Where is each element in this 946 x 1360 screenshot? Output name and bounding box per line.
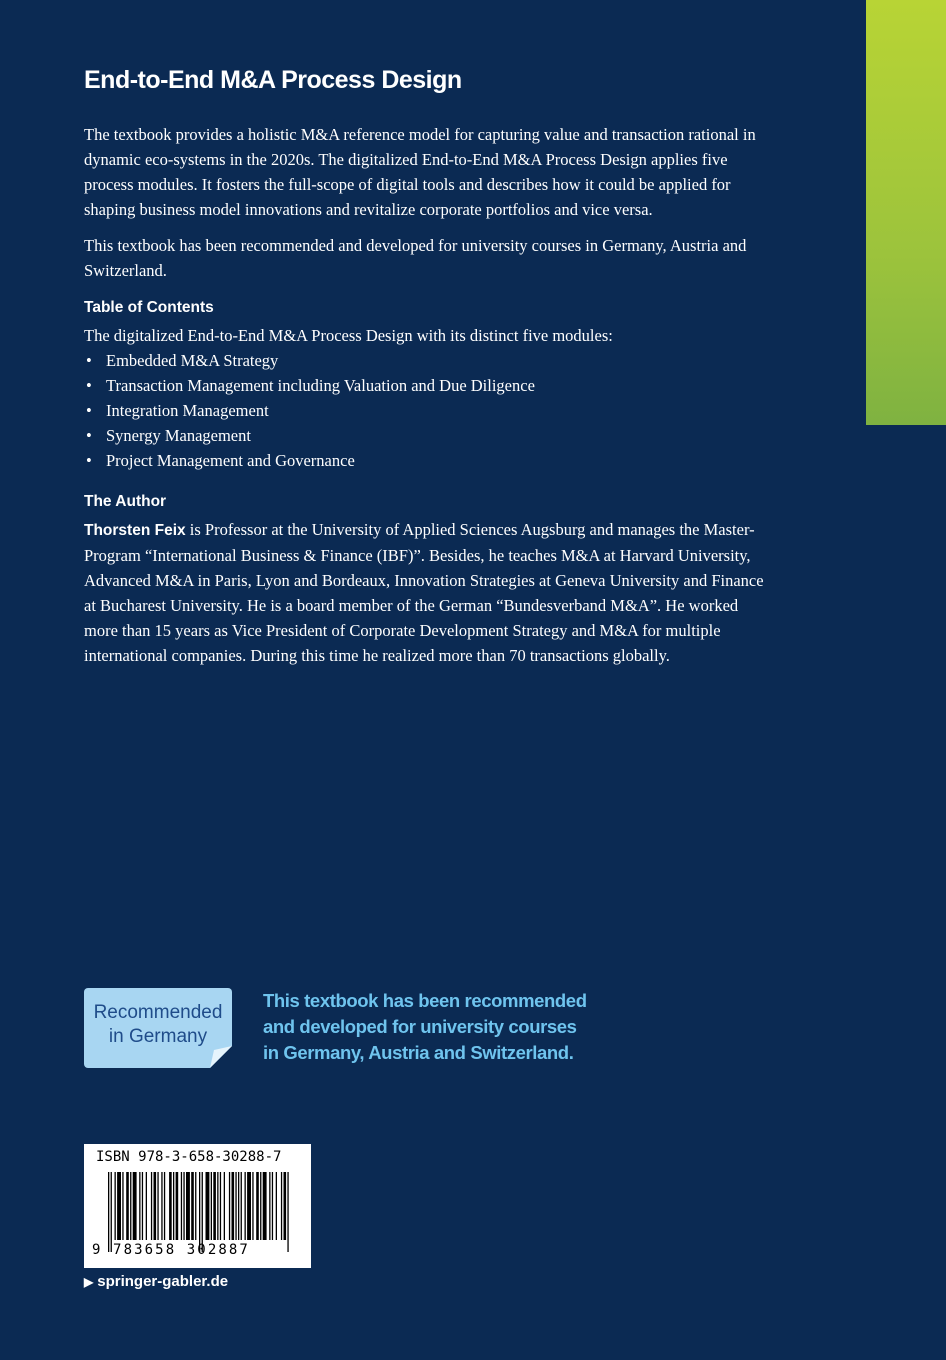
bullet-icon: • <box>86 451 92 470</box>
isbn-digits: 9 783658 302887 <box>92 1242 250 1258</box>
barcode-bar <box>220 1172 221 1240</box>
toc-list <box>84 348 774 473</box>
recommendation-paragraph: This textbook has been recommended and developed for university courses in Germany, Austria and Switzerland. <box>84 236 747 280</box>
barcode-bar <box>111 1172 112 1252</box>
badge-line-2: in Germany <box>108 1026 208 1047</box>
barcode-bar <box>173 1172 174 1240</box>
book-title: End-to-End M&A Process Design <box>84 66 462 94</box>
publisher-website[interactable]: ▶ springer-gabler.de <box>84 1273 229 1290</box>
barcode-bar <box>161 1172 162 1240</box>
barcode-bar <box>235 1172 236 1240</box>
barcode-bar <box>252 1172 253 1240</box>
isbn-barcode <box>84 1144 311 1268</box>
triangle-right-icon: ▶ <box>84 1275 94 1289</box>
barcode-bar <box>247 1172 251 1240</box>
barcode-bar <box>108 1172 109 1252</box>
barcode-bar <box>117 1172 121 1240</box>
barcode-bar <box>269 1172 270 1240</box>
author-name: Thorsten Feix <box>84 522 186 539</box>
bullet-icon: • <box>86 401 92 420</box>
barcode-bar <box>229 1172 230 1240</box>
recommended-badge <box>84 988 232 1068</box>
bullet-icon: • <box>86 351 92 370</box>
barcode-bar <box>224 1172 225 1240</box>
barcode-bar <box>130 1172 131 1240</box>
barcode-bar <box>115 1172 116 1240</box>
barcode-bar <box>211 1172 212 1240</box>
barcode-bar <box>176 1172 179 1240</box>
barcode-bar <box>157 1172 158 1240</box>
barcode-bar <box>191 1172 194 1240</box>
barcode-bar <box>272 1172 273 1240</box>
barcode-bar <box>217 1172 218 1240</box>
barcode-bar <box>122 1172 123 1240</box>
toc-intro: The digitalized End-to-End M&A Process Design with its distinct five modules: <box>84 326 613 345</box>
badge-line-1: Recommended <box>93 1002 223 1023</box>
accent-strip <box>866 0 946 425</box>
barcode-bar <box>126 1172 129 1240</box>
list-item: • Synergy Management <box>84 423 774 448</box>
barcode-bar <box>199 1172 200 1252</box>
barcode-bar <box>133 1172 137 1240</box>
barcode-bar <box>139 1172 140 1240</box>
barcode-bar <box>151 1172 152 1240</box>
barcode-bar <box>284 1172 287 1240</box>
barcode-bar <box>263 1172 267 1240</box>
toc-heading: Table of Contents <box>84 299 214 316</box>
recommendation-statement: This textbook has been recommended and developed for university courses in Germany, Austria and Switzerland. <box>263 990 587 1063</box>
barcode-bar <box>256 1172 259 1240</box>
barcode-bar <box>181 1172 182 1240</box>
barcode-bar <box>186 1172 190 1240</box>
barcode-bar <box>183 1172 184 1240</box>
barcode-bar <box>241 1172 242 1240</box>
author-heading: The Author <box>84 493 167 510</box>
barcode-bar <box>238 1172 239 1240</box>
list-item: • Project Management and Governance <box>84 448 774 473</box>
barcode-bar <box>245 1172 246 1240</box>
barcode-bar <box>164 1172 165 1240</box>
barcode-bar <box>276 1172 277 1240</box>
barcode-bar <box>287 1172 288 1252</box>
page-curl-icon <box>210 1046 232 1068</box>
barcode-bar <box>260 1172 261 1240</box>
back-cover-text <box>84 64 774 679</box>
barcode-bar <box>195 1172 196 1240</box>
author-bio: Thorsten Feix is Professor at the University of Applied Sciences Augsburg and manages the Master-Program “International Business & Finance (IBF)”. Besides, he teaches M&A at Harvard University, Advanced M&A in Paris, Lyon and Bordeaux, Innovation Strategies at Geneva University and Finance at Bucharest University. He is a board member of the German “Bundesverband M&A”. He worked more than 15 years as Vice President of Corporate Development Strategy and M&A for multiple international companies. During this time he realized more than 70 transactions globally. <box>84 520 764 665</box>
intro-paragraph: The textbook provides a holistic M&A reference model for capturing value and transaction rational in dynamic eco-systems in the 2020s. The digitalized End-to-End M&A Process Design applies five process modules. It fosters the full-scope of digital tools and describes how it could be applied for shaping business model innovations and revitalize corporate portfolios and vice versa. <box>84 125 756 219</box>
barcode-bar <box>206 1172 210 1240</box>
bullet-icon: • <box>86 426 92 445</box>
barcode-bar <box>146 1172 147 1240</box>
barcode-bar <box>232 1172 235 1240</box>
barcode-bar <box>213 1172 216 1240</box>
barcode-bar <box>169 1172 172 1240</box>
list-item: • Integration Management <box>84 398 774 423</box>
barcode-bar <box>202 1172 203 1252</box>
barcode-bar <box>281 1172 282 1240</box>
list-item: • Embedded M&A Strategy <box>84 348 774 373</box>
bullet-icon: • <box>86 376 92 395</box>
barcode-bar <box>154 1172 157 1240</box>
list-item: • Transaction Management including Valuation and Due Diligence <box>84 373 774 398</box>
isbn-label: ISBN 978-3-658-30288-7 <box>96 1149 282 1165</box>
barcode-bar <box>142 1172 143 1240</box>
